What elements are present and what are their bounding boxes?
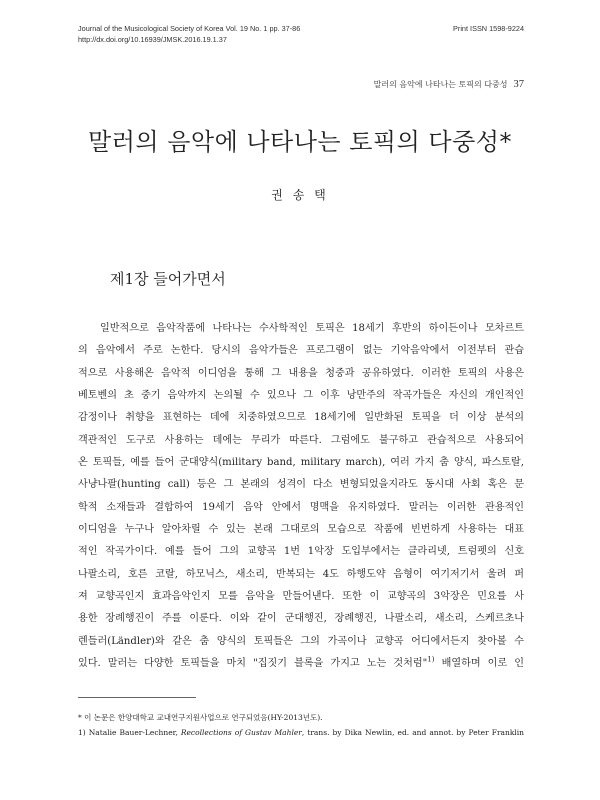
footnote-1 bbox=[78, 725, 524, 740]
footnote-funding: * 이 논문은 한양대학교 교내연구지원사업으로 연구되었음(HY-2013년도). bbox=[78, 713, 323, 722]
paragraph-line: 의 음악에서 주로 논한다. 당시의 음악가들은 프로그램이 없는 기악음악에서 이전부터 관습 bbox=[78, 345, 524, 357]
paragraph-line: 객관적인 도구로 사용하는 데에는 무리가 따른다. 그럼에도 불구하고 관습적으로 사용되어 bbox=[78, 434, 524, 446]
footnotes bbox=[78, 710, 524, 740]
page-number: 37 bbox=[513, 79, 524, 90]
section-heading: 제1장 들어가면서 bbox=[110, 270, 226, 288]
paragraph-line: 감정이나 취향을 표현하는 데에 치중하였으므로 18세기에 일반화된 토픽을 더 이상 분석의 bbox=[78, 412, 524, 424]
footnote-marker[interactable]: 1) bbox=[427, 655, 435, 664]
footnote-divider bbox=[78, 697, 196, 698]
author-name: 권 송 택 bbox=[271, 188, 329, 202]
running-head-title: 말러의 음악에 나타나는 토픽의 다중성 bbox=[373, 80, 508, 89]
footnote-1-details: , trans. by Dika Newlin, ed. and annot. by Peter Franklin bbox=[301, 728, 524, 737]
article-title: 말러의 음악에 나타나는 토픽의 다중성* bbox=[88, 128, 512, 156]
paragraph-line: 렌들러(Ländler)와 같은 춤 양식의 토픽들은 그의 가곡이나 교향곡 어디에서든지 찾아볼 수 bbox=[78, 635, 524, 647]
paragraph-line: 학적 소재들과 결합하여 19세기 음악 안에서 명맥을 유지하였다. 말러는 이러한 관용적인 bbox=[78, 501, 524, 513]
paragraph-line: 사냥나팔(hunting call) 등은 그 본래의 성격이 다소 변형되었을지라도 동시대 사회 혹은 문 bbox=[78, 479, 524, 491]
paragraph-line: 이디엄을 누구나 알아차릴 수 있는 본래 그대로의 모습으로 작품에 빈번하게 사용하는 대표 bbox=[78, 524, 524, 536]
journal-citation: Journal of the Musicological Society of Korea Vol. 19 No. 1 pp. 37-86 bbox=[78, 24, 301, 33]
paragraph-line: 적으로 사용해온 음악적 이디엄을 통해 그 내용을 청중과 공유하였다. 이러한 토픽의 사용은 bbox=[78, 367, 524, 379]
paragraph-line: 적인 작곡가이다. 예를 들어 그의 교향곡 1번 1악장 도입부에서는 클라리넷, 트럼펫의 신호 bbox=[78, 546, 524, 558]
paragraph-line: 일반적으로 음악작품에 나타나는 수사학적인 토픽은 18세기 후반의 하이든이나 모차르트 bbox=[100, 323, 524, 334]
paragraph-line: 베토벤의 초 중기 음악까지 논의될 수 있으나 그 이후 낭만주의 작곡가들은 자신의 개인적인 bbox=[78, 390, 524, 402]
paragraph-line: 온 토픽들, 예를 들어 군대양식(military band, military march), 여러 가지 춤 양식, 파스토랄, bbox=[78, 457, 524, 469]
running-head bbox=[374, 79, 524, 90]
paragraph-line-tail: 배열하며 이로 인 bbox=[434, 658, 524, 670]
footnote-1-author: 1) Natalie Bauer-Lechner, bbox=[78, 728, 181, 737]
masthead bbox=[78, 24, 300, 45]
paragraph-line-text: 있다. 말러는 다양한 토픽들을 마치 "집짓기 블록을 가지고 노는 것처럼" bbox=[78, 658, 428, 670]
footnote-1-book-title: Recollections of Gustav Mahler bbox=[180, 728, 302, 737]
body-paragraph bbox=[78, 318, 524, 676]
paragraph-line: 용한 장례행진이 주를 이룬다. 이와 같이 군대행진, 장례행진, 나팔소리, 새소리, 스케르초나 bbox=[78, 613, 524, 625]
paragraph-line: 져 교향곡인지 효과음악인지 모를 음악을 만들어낸다. 또한 이 교향곡의 3악장은 민요를 사 bbox=[78, 591, 524, 603]
issn-label: Print ISSN 1598-9224 bbox=[453, 24, 524, 33]
paragraph-line-with-footnote bbox=[78, 653, 524, 675]
paragraph-line: 나팔소리, 호른 코랄, 하모닉스, 새소리, 반복되는 4도 하행도약 음형이 여기저기서 울려 퍼 bbox=[78, 568, 524, 580]
doi-link[interactable]: http://dx.doi.org/10.16939/JMSK.2016.19.1.37 bbox=[78, 34, 227, 44]
